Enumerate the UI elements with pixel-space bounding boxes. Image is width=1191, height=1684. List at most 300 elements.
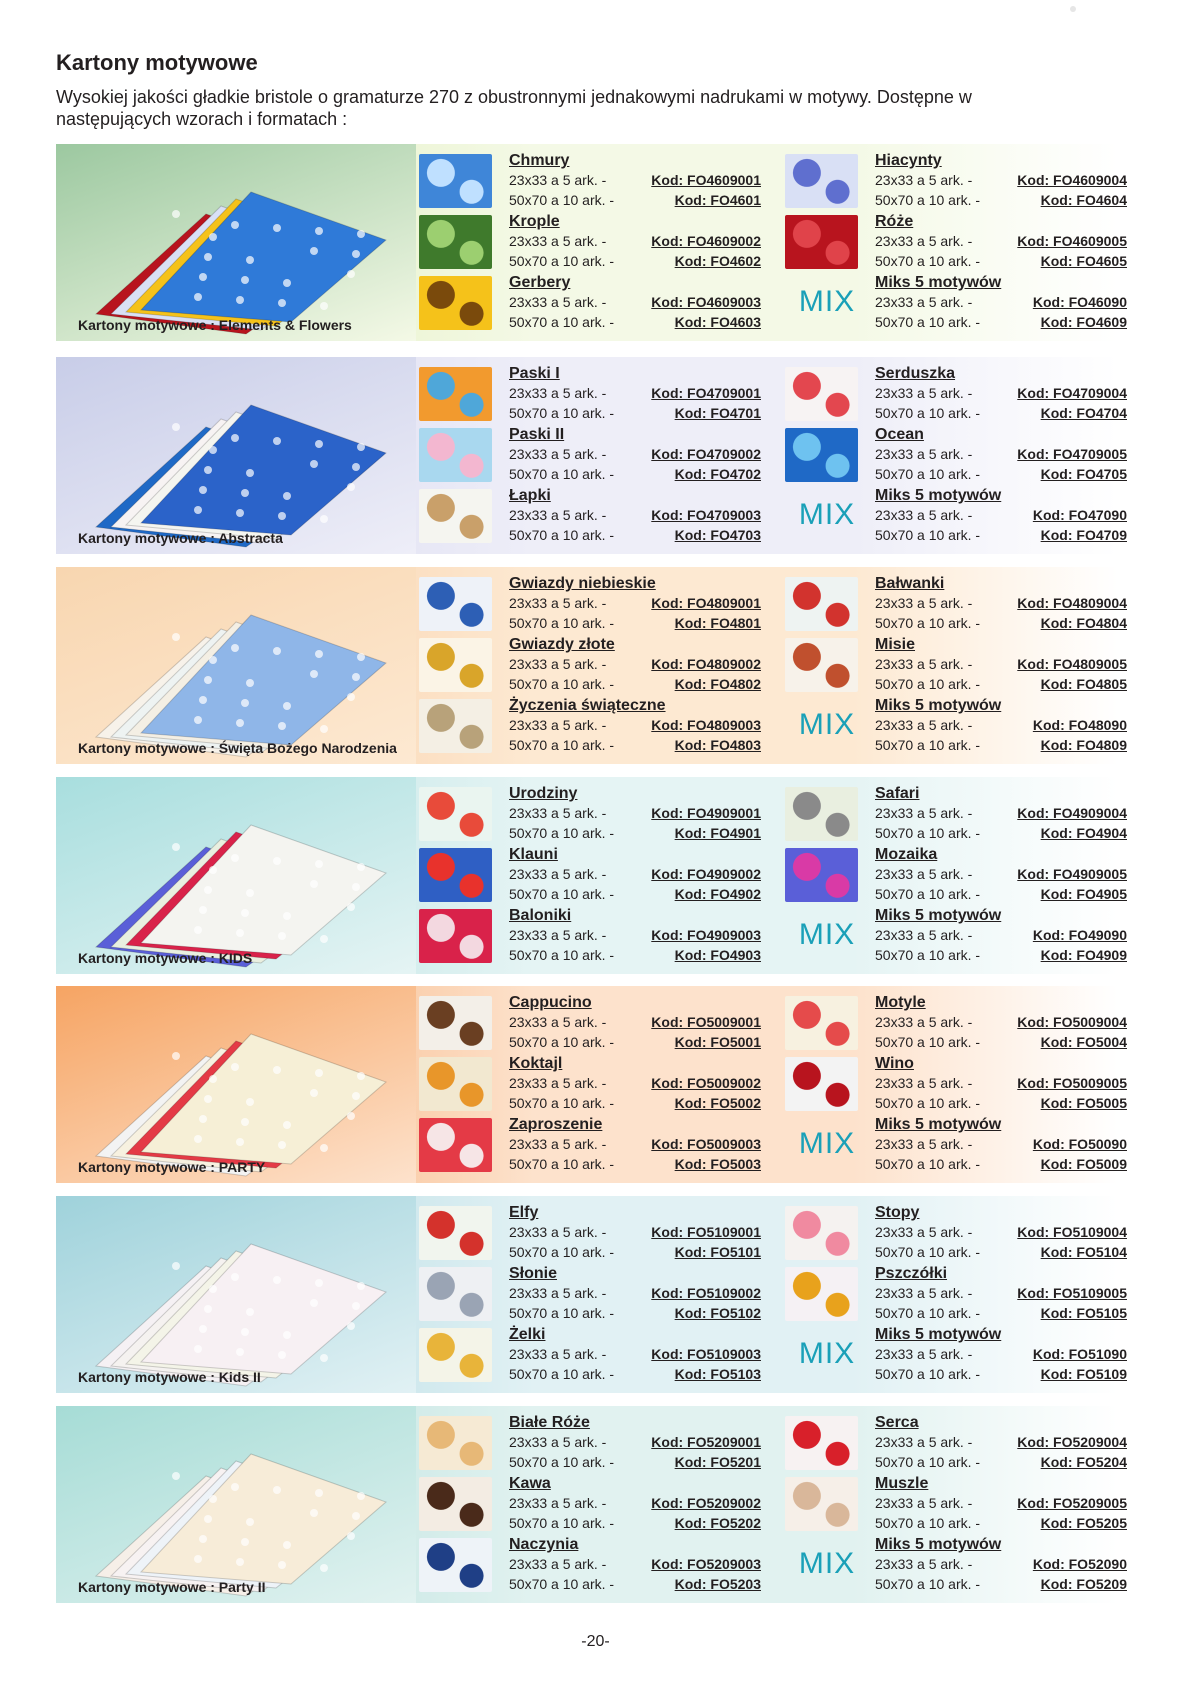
pattern-swatch xyxy=(419,848,492,902)
pattern-dot xyxy=(320,515,328,523)
pattern-dot xyxy=(236,929,244,937)
product-item-miks-5-motywow xyxy=(785,697,1127,755)
mix-label: MIX xyxy=(798,285,856,318)
product-code: Kod: FO4809002 xyxy=(651,656,761,672)
product-item-cappucino xyxy=(419,994,761,1052)
product-item-wino xyxy=(785,1055,1127,1113)
format-label: 50x70 a 10 ark. - xyxy=(509,1576,615,1592)
format-label: 23x33 a 5 ark. - xyxy=(509,1014,607,1030)
product-code: Kod: FO4604 xyxy=(1040,192,1127,208)
pattern-dot xyxy=(315,1069,323,1077)
format-row xyxy=(875,190,1127,210)
format-row xyxy=(509,312,761,332)
product-item-miks-5-motywow xyxy=(785,274,1127,332)
product-name: Mozaika xyxy=(875,846,938,863)
format-label: 50x70 a 10 ark. - xyxy=(509,1095,615,1111)
pattern-dot xyxy=(357,863,365,871)
pattern-dot xyxy=(172,423,180,431)
product-info xyxy=(875,636,1127,694)
pattern-dot xyxy=(204,886,212,894)
format-label: 23x33 a 5 ark. - xyxy=(509,1224,607,1240)
product-item-urodziny xyxy=(419,785,761,843)
product-item-lapki xyxy=(419,487,761,545)
pattern-swatch xyxy=(419,1538,492,1592)
pattern-dot xyxy=(283,1121,291,1129)
product-item-balwanki xyxy=(785,575,1127,633)
pattern-dot xyxy=(347,1322,355,1330)
format-label: 50x70 a 10 ark. - xyxy=(875,1305,981,1321)
product-code: Kod: FO4801 xyxy=(674,615,761,631)
pattern-dot xyxy=(310,1089,318,1097)
pattern-swatch xyxy=(785,638,858,692)
format-label: 23x33 a 5 ark. - xyxy=(875,1556,973,1572)
pattern-dot xyxy=(241,909,249,917)
product-code: Kod: FO46090 xyxy=(1032,294,1127,310)
product-info xyxy=(875,274,1127,332)
pattern-dot xyxy=(246,469,254,477)
pattern-dot xyxy=(199,273,207,281)
pattern-swatch xyxy=(419,996,492,1050)
product-name: Chmury xyxy=(509,152,570,169)
product-sheets-illustration xyxy=(56,567,416,764)
format-row xyxy=(509,945,761,965)
pattern-swatch xyxy=(419,787,492,841)
product-item-koktajl xyxy=(419,1055,761,1113)
product-name: Wino xyxy=(875,1055,914,1072)
product-name: Miks 5 motywów xyxy=(875,907,1002,924)
pattern-swatch xyxy=(785,1477,858,1531)
pattern-swatch xyxy=(419,367,492,421)
product-name: Gwiazdy niebieskie xyxy=(509,575,656,592)
pattern-dot xyxy=(209,1075,217,1083)
format-label: 50x70 a 10 ark. - xyxy=(509,527,615,543)
pattern-dot xyxy=(199,1115,207,1123)
product-code: Kod: FO5102 xyxy=(674,1305,761,1321)
product-code: Kod: FO5001 xyxy=(674,1034,761,1050)
product-code: Kod: FO5105 xyxy=(1040,1305,1127,1321)
section-band xyxy=(56,1196,1127,1393)
pattern-dot xyxy=(315,440,323,448)
pattern-dot xyxy=(236,1348,244,1356)
pattern-dot xyxy=(209,1285,217,1293)
format-row xyxy=(875,231,1127,251)
product-info xyxy=(509,426,761,484)
format-row xyxy=(875,1432,1127,1452)
format-label: 23x33 a 5 ark. - xyxy=(875,1224,973,1240)
format-row xyxy=(875,403,1127,423)
pattern-dot xyxy=(278,512,286,520)
format-row xyxy=(509,1493,761,1513)
product-name: Łapki xyxy=(509,487,551,504)
product-code: Kod: FO4609001 xyxy=(651,172,761,188)
product-item-elfy xyxy=(419,1204,761,1262)
product-item-serduszka xyxy=(785,365,1127,423)
format-row xyxy=(509,1364,761,1384)
format-label: 23x33 a 5 ark. - xyxy=(875,805,973,821)
section-caption: Kartony motywowe : KIDS xyxy=(78,950,253,966)
format-label: 23x33 a 5 ark. - xyxy=(875,1075,973,1091)
pattern-dot xyxy=(231,854,239,862)
format-label: 50x70 a 10 ark. - xyxy=(509,1034,615,1050)
format-label: 23x33 a 5 ark. - xyxy=(875,866,973,882)
format-row xyxy=(875,1493,1127,1513)
format-label: 23x33 a 5 ark. - xyxy=(509,927,607,943)
pattern-dot xyxy=(199,486,207,494)
product-info xyxy=(875,1414,1127,1472)
format-label: 23x33 a 5 ark. - xyxy=(875,1285,973,1301)
pattern-dot xyxy=(172,843,180,851)
pattern-swatch xyxy=(785,1416,858,1470)
product-code: Kod: FO5109003 xyxy=(651,1346,761,1362)
pattern-dot xyxy=(357,653,365,661)
format-label: 23x33 a 5 ark. - xyxy=(509,1495,607,1511)
product-item-paski-i xyxy=(419,365,761,423)
format-row xyxy=(509,674,761,694)
product-code: Kod: FO5101 xyxy=(674,1244,761,1260)
product-item-misie xyxy=(785,636,1127,694)
format-label: 23x33 a 5 ark. - xyxy=(509,233,607,249)
pattern-dot xyxy=(241,1328,249,1336)
product-item-miks-5-motywow xyxy=(785,907,1127,965)
section-caption: Kartony motywowe : PARTY xyxy=(78,1159,266,1175)
format-row xyxy=(509,403,761,423)
format-label: 50x70 a 10 ark. - xyxy=(875,192,981,208)
product-code: Kod: FO4805 xyxy=(1040,676,1127,692)
format-row xyxy=(875,654,1127,674)
scan-artifact-dot xyxy=(1070,6,1076,12)
format-row xyxy=(509,1303,761,1323)
pattern-dot xyxy=(194,716,202,724)
pattern-swatch xyxy=(419,215,492,269)
pattern-dot xyxy=(204,1515,212,1523)
pattern-dot xyxy=(172,1472,180,1480)
product-name: Ocean xyxy=(875,426,924,443)
product-photo xyxy=(56,144,416,341)
format-label: 50x70 a 10 ark. - xyxy=(509,1515,615,1531)
format-row xyxy=(509,1242,761,1262)
format-label: 50x70 a 10 ark. - xyxy=(509,676,615,692)
product-info xyxy=(509,1055,761,1113)
format-label: 50x70 a 10 ark. - xyxy=(875,1366,981,1382)
product-item-biale-roze xyxy=(419,1414,761,1472)
format-row xyxy=(509,1222,761,1242)
section-band xyxy=(56,357,1127,554)
format-row xyxy=(509,1283,761,1303)
format-row xyxy=(875,1344,1127,1364)
product-code: Kod: FO4909005 xyxy=(1017,866,1127,882)
format-row xyxy=(875,251,1127,271)
format-label: 23x33 a 5 ark. - xyxy=(875,1495,973,1511)
format-row xyxy=(509,654,761,674)
format-label: 23x33 a 5 ark. - xyxy=(509,1556,607,1572)
format-label: 23x33 a 5 ark. - xyxy=(509,656,607,672)
product-name: Kawa xyxy=(509,1475,551,1492)
pattern-dot xyxy=(231,644,239,652)
product-photo xyxy=(56,1196,416,1393)
format-label: 50x70 a 10 ark. - xyxy=(509,466,615,482)
product-code: Kod: FO4705 xyxy=(1040,466,1127,482)
pattern-dot xyxy=(315,227,323,235)
pattern-dot xyxy=(241,489,249,497)
mix-label: MIX xyxy=(798,1547,856,1580)
product-code: Kod: FO4601 xyxy=(674,192,761,208)
pattern-dot xyxy=(241,1118,249,1126)
product-item-naczynia xyxy=(419,1536,761,1594)
pattern-swatch xyxy=(419,1477,492,1531)
pattern-dot xyxy=(357,230,365,238)
pattern-swatch xyxy=(785,1057,858,1111)
product-code: Kod: FO5209005 xyxy=(1017,1495,1127,1511)
pattern-dot xyxy=(357,1282,365,1290)
product-code: Kod: FO4909002 xyxy=(651,866,761,882)
format-row xyxy=(509,1344,761,1364)
format-row xyxy=(509,715,761,735)
pattern-dot xyxy=(236,1138,244,1146)
format-row xyxy=(509,1032,761,1052)
section-band xyxy=(56,1406,1127,1603)
product-item-miks-5-motywow xyxy=(785,1116,1127,1174)
product-name: Cappucino xyxy=(509,994,592,1011)
product-info xyxy=(875,1265,1127,1323)
product-info xyxy=(875,1536,1127,1594)
format-row xyxy=(875,1554,1127,1574)
format-row xyxy=(875,1093,1127,1113)
page-title: Kartony motywowe xyxy=(56,50,258,75)
format-row xyxy=(875,1222,1127,1242)
product-info xyxy=(509,213,761,271)
pattern-dot xyxy=(352,1092,360,1100)
product-name: Paski I xyxy=(509,365,560,382)
product-info xyxy=(509,365,761,423)
product-name: Krople xyxy=(509,213,560,230)
format-label: 50x70 a 10 ark. - xyxy=(875,1576,981,1592)
format-row xyxy=(509,1093,761,1113)
product-item-roze xyxy=(785,213,1127,271)
product-code: Kod: FO4809001 xyxy=(651,595,761,611)
product-code: Kod: FO49090 xyxy=(1032,927,1127,943)
pattern-dot xyxy=(199,696,207,704)
mix-label: MIX xyxy=(798,708,856,741)
product-name: Gwiazdy złote xyxy=(509,636,615,653)
product-code: Kod: FO5109 xyxy=(1040,1366,1127,1382)
product-name: Naczynia xyxy=(509,1536,579,1553)
product-item-gerbery xyxy=(419,274,761,332)
format-label: 50x70 a 10 ark. - xyxy=(875,737,981,753)
pattern-dot xyxy=(236,296,244,304)
format-label: 50x70 a 10 ark. - xyxy=(509,1366,615,1382)
format-label: 50x70 a 10 ark. - xyxy=(875,1515,981,1531)
format-row xyxy=(875,593,1127,613)
product-code: Kod: FO5203 xyxy=(674,1576,761,1592)
product-info xyxy=(875,426,1127,484)
format-label: 23x33 a 5 ark. - xyxy=(875,294,973,310)
format-label: 50x70 a 10 ark. - xyxy=(875,615,981,631)
pattern-dot xyxy=(278,1141,286,1149)
product-photo xyxy=(56,567,416,764)
product-code: Kod: FO4902 xyxy=(674,886,761,902)
product-code: Kod: FO5209004 xyxy=(1017,1434,1127,1450)
format-label: 23x33 a 5 ark. - xyxy=(509,385,607,401)
format-row xyxy=(509,864,761,884)
pattern-dot xyxy=(347,1532,355,1540)
product-photo xyxy=(56,357,416,554)
product-code: Kod: FO4709003 xyxy=(651,507,761,523)
product-item-serca xyxy=(785,1414,1127,1472)
product-code: Kod: FO4701 xyxy=(674,405,761,421)
pattern-dot xyxy=(315,1279,323,1287)
format-label: 23x33 a 5 ark. - xyxy=(875,595,973,611)
product-name: Paski II xyxy=(509,426,565,443)
pattern-dot xyxy=(320,725,328,733)
product-code: Kod: FO4804 xyxy=(1040,615,1127,631)
format-row xyxy=(875,925,1127,945)
format-label: 23x33 a 5 ark. - xyxy=(509,1136,607,1152)
product-code: Kod: FO5201 xyxy=(674,1454,761,1470)
product-code: Kod: FO4609005 xyxy=(1017,233,1127,249)
pattern-dot xyxy=(231,1483,239,1491)
pattern-dot xyxy=(352,1512,360,1520)
format-row xyxy=(509,803,761,823)
product-name: Życzenia świąteczne xyxy=(509,697,666,714)
section-caption: Kartony motywowe : Kids II xyxy=(78,1369,261,1385)
pattern-dot xyxy=(283,912,291,920)
format-label: 23x33 a 5 ark. - xyxy=(509,1285,607,1301)
pattern-dot xyxy=(310,670,318,678)
pattern-swatch xyxy=(785,848,858,902)
product-info xyxy=(509,846,761,904)
format-label: 50x70 a 10 ark. - xyxy=(875,1454,981,1470)
product-item-klauni xyxy=(419,846,761,904)
product-code: Kod: FO51090 xyxy=(1032,1346,1127,1362)
pattern-dot xyxy=(310,1509,318,1517)
format-row xyxy=(875,864,1127,884)
product-info xyxy=(509,697,761,755)
product-info xyxy=(875,846,1127,904)
product-code: Kod: FO4709004 xyxy=(1017,385,1127,401)
pattern-swatch xyxy=(419,154,492,208)
product-name: Safari xyxy=(875,785,920,802)
pattern-dot xyxy=(352,463,360,471)
format-row xyxy=(509,1154,761,1174)
format-row xyxy=(509,1073,761,1093)
format-label: 23x33 a 5 ark. - xyxy=(509,446,607,462)
pattern-dot xyxy=(352,673,360,681)
product-code: Kod: FO5109005 xyxy=(1017,1285,1127,1301)
section-band xyxy=(56,777,1127,974)
product-code: Kod: FO4709002 xyxy=(651,446,761,462)
product-name: Zaproszenie xyxy=(509,1116,603,1133)
format-label: 50x70 a 10 ark. - xyxy=(509,886,615,902)
product-item-mozaika xyxy=(785,846,1127,904)
format-row xyxy=(509,525,761,545)
product-info xyxy=(509,487,761,545)
format-row xyxy=(509,1513,761,1533)
product-code: Kod: FO5209002 xyxy=(651,1495,761,1511)
product-item-chmury xyxy=(419,152,761,210)
pattern-dot xyxy=(347,903,355,911)
format-row xyxy=(509,292,761,312)
product-code: Kod: FO4609 xyxy=(1040,314,1127,330)
pattern-swatch xyxy=(419,909,492,963)
format-row xyxy=(875,884,1127,904)
product-item-kawa xyxy=(419,1475,761,1533)
format-label: 50x70 a 10 ark. - xyxy=(875,1034,981,1050)
pattern-dot xyxy=(315,1489,323,1497)
product-code: Kod: FO4909003 xyxy=(651,927,761,943)
product-item-krople xyxy=(419,213,761,271)
pattern-dot xyxy=(283,279,291,287)
format-row xyxy=(509,505,761,525)
product-info xyxy=(509,1204,761,1262)
format-row xyxy=(509,1432,761,1452)
product-name: Miks 5 motywów xyxy=(875,697,1002,714)
pattern-dot xyxy=(204,466,212,474)
format-label: 23x33 a 5 ark. - xyxy=(875,507,973,523)
product-name: Stopy xyxy=(875,1204,920,1221)
pattern-swatch xyxy=(419,1206,492,1260)
format-label: 23x33 a 5 ark. - xyxy=(509,595,607,611)
section-band xyxy=(56,567,1127,764)
format-row xyxy=(509,735,761,755)
product-info xyxy=(509,1326,761,1384)
mix-label: MIX xyxy=(798,1337,856,1370)
product-code: Kod: FO4904 xyxy=(1040,825,1127,841)
pattern-swatch xyxy=(419,577,492,631)
format-label: 23x33 a 5 ark. - xyxy=(509,1434,607,1450)
pattern-dot xyxy=(347,270,355,278)
pattern-dot xyxy=(246,256,254,264)
format-label: 23x33 a 5 ark. - xyxy=(875,172,973,188)
product-item-paski-ii xyxy=(419,426,761,484)
pattern-dot xyxy=(320,1354,328,1362)
pattern-dot xyxy=(199,906,207,914)
product-item-motyle xyxy=(785,994,1127,1052)
product-info xyxy=(509,1414,761,1472)
pattern-dot xyxy=(310,460,318,468)
format-row xyxy=(509,1574,761,1594)
product-sheets-illustration xyxy=(56,144,416,341)
product-code: Kod: FO5209 xyxy=(1040,1576,1127,1592)
product-code: Kod: FO5002 xyxy=(674,1095,761,1111)
product-name: Żelki xyxy=(509,1326,546,1343)
product-info xyxy=(509,1475,761,1533)
product-code: Kod: FO4709 xyxy=(1040,527,1127,543)
format-row xyxy=(875,1452,1127,1472)
format-label: 50x70 a 10 ark. - xyxy=(509,253,615,269)
pattern-dot xyxy=(347,1112,355,1120)
format-row xyxy=(509,1554,761,1574)
format-row xyxy=(875,823,1127,843)
format-row xyxy=(509,231,761,251)
product-name: Urodziny xyxy=(509,785,578,802)
product-code: Kod: FO4809004 xyxy=(1017,595,1127,611)
format-row xyxy=(875,1574,1127,1594)
product-code: Kod: FO5204 xyxy=(1040,1454,1127,1470)
product-name: Róże xyxy=(875,213,914,230)
product-info xyxy=(875,697,1127,755)
format-row xyxy=(875,945,1127,965)
format-row xyxy=(875,1242,1127,1262)
product-sheets-illustration xyxy=(56,777,416,974)
product-name: Muszle xyxy=(875,1475,929,1492)
product-info xyxy=(875,365,1127,423)
product-name: Bałwanki xyxy=(875,575,945,592)
product-code: Kod: FO47090 xyxy=(1032,507,1127,523)
product-sheets-illustration xyxy=(56,986,416,1183)
format-label: 50x70 a 10 ark. - xyxy=(509,615,615,631)
product-name: Hiacynty xyxy=(875,152,942,169)
product-code: Kod: FO5202 xyxy=(674,1515,761,1531)
